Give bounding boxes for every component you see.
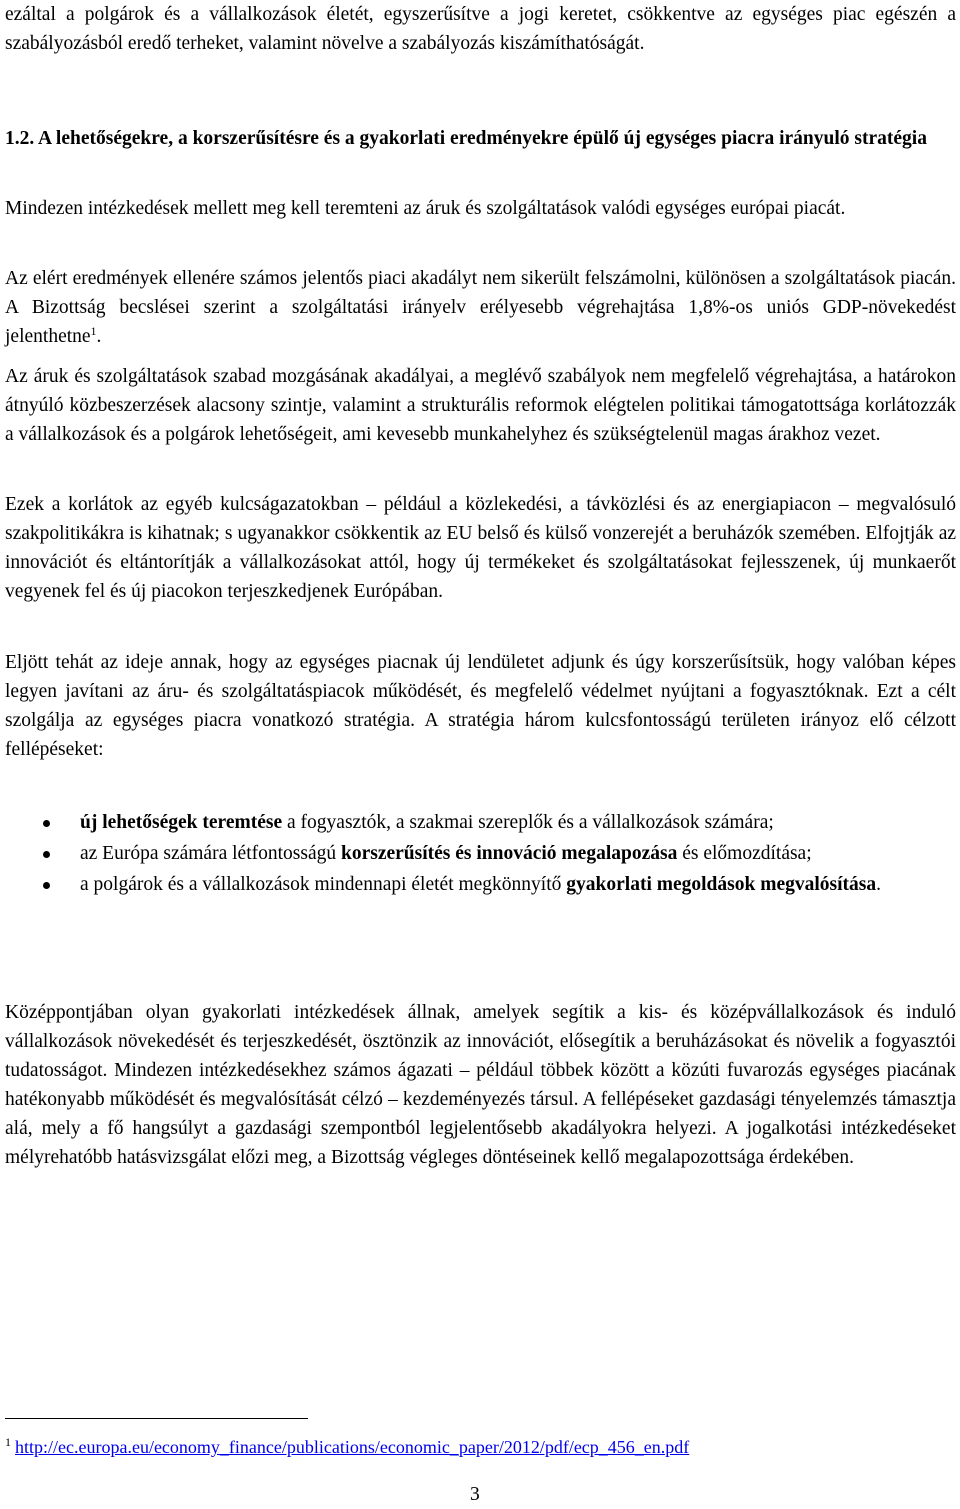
bullet-text: .	[876, 874, 881, 895]
paragraph-2	[5, 264, 956, 351]
bullet-icon	[43, 882, 50, 889]
footnote-link[interactable]: http://ec.europa.eu/economy_finance/publications/economic_paper/2012/pdf/ecp_456_en.pdf	[15, 1437, 690, 1457]
paragraph-2-text: Az elért eredmények ellenére számos jelentős piaci akadályt nem sikerült felszámolni, különösen a szolgáltatások piacán. A Bizottság becslései szerint a szolgáltatási irányelv erélyesebb végrehajtása 1,8%-os uniós GDP-növekedést jelenthetne	[5, 268, 956, 347]
bullet-bold: új lehetőségek teremtése	[80, 812, 283, 833]
page-number: 3	[470, 1484, 480, 1505]
bullet-text: a fogyasztók, a szakmai szereplők és a vállalkozások számára;	[282, 812, 774, 833]
bullet-bold: korszerűsítés és innováció megalapozása	[340, 843, 678, 864]
paragraph-6: Középpontjában olyan gyakorlati intézkedések állnak, amelyek segítik a kis- és középvállalkozások és induló vállalkozások növekedését és terjeszkedését, ösztönzik az innovációt, elősegítik a beruházásokat és növelik a fogyasztói tudatosságot. Mindezen intézkedésekhez számos ágazati – például többek között a közúti fuvarozás egységes piacának hatékonyabb működését és megvalósítását célzó – kezdeményezés társul. A fellépéseket gazdasági tényelemzés támasztja alá, mely a fő hangsúlyt a gazdasági szempontból legjelentősebb akadályokra helyezi. A jogalkotási intézkedéseket mélyrehatóbb hatásvizsgálat előzi meg, a Bizottság végleges döntéseinek kellő megalapozottsága érdekében.	[5, 1002, 956, 1168]
bullet-bold: gyakorlati megoldások megvalósítása	[566, 874, 877, 895]
bullet-pre: a polgárok és a vállalkozások mindennapi életét megkönnyítő	[80, 874, 567, 895]
paragraph-1: Mindezen intézkedések mellett meg kell teremteni az áruk és szolgáltatások valódi egységes európai piacát.	[5, 198, 846, 219]
paragraph-5: Eljött tehát az ideje annak, hogy az egységes piacnak új lendületet adjunk és úgy korszerűsítsük, hogy valóban képes legyen javítani az áru- és szolgáltatáspiacok működését, és megfelelő védelmet nyújtani a fogyasztóknak. Ezt a célt szolgálja az egységes piacra vonatkozó stratégia. A stratégia három kulcsfontosságú területen irányoz elő célzott fellépéseket:	[5, 652, 956, 760]
footnote	[5, 1429, 689, 1460]
footnote-reference[interactable]: 1	[90, 324, 97, 338]
bullet-list	[5, 808, 956, 899]
footnote-mark: 1	[5, 1435, 11, 1449]
list-item	[5, 808, 956, 837]
bullet-icon	[43, 851, 50, 858]
paragraph-3: Az áruk és szolgáltatások szabad mozgásának akadályai, a meglévő szabályok nem megfelelő végrehajtása, a határokon átnyúló közbeszerzések alacsony szintje, valamint a strukturális reformok elégtelen politikai támogatottsága korlátozzák a vállalkozások és a polgárok lehetőségeit, ami kevesebb munkahelyhez és szükségtelenül magas árakhoz vezet.	[5, 366, 956, 445]
bullet-text: és előmozdítása;	[677, 843, 812, 864]
bullet-pre: az Európa számára létfontosságú	[80, 843, 341, 864]
paragraph-4: Ezek a korlátok az egyéb kulcságazatokban – például a közlekedési, a távközlési és az energiapiacon – megvalósuló szakpolitikákra is kihatnak; s ugyanakkor csökkentik az EU belső és külső vonzerejét a beruházók szemében. Elfojtják az innovációt és eltántorítják a vállalkozásokat attól, hogy új termékeket és szolgáltatásokat fejlesszenek, új munkaerőt vegyenek fel és új piacokon terjeszkedjenek Európában.	[5, 494, 956, 602]
list-item	[5, 839, 956, 868]
section-heading: 1.2. A lehetőségekre, a korszerűsítésre és a gyakorlati eredményekre épülő új egységes piacra irányuló stratégia	[5, 128, 927, 149]
intro-paragraph: ezáltal a polgárok és a vállalkozások életét, egyszerűsítve a jogi keretet, csökkentve az egységes piac egészén a szabályozásból eredő terheket, valamint növelve a szabályozás kiszámíthatóságát.	[5, 4, 956, 54]
paragraph-2-end: .	[96, 326, 102, 347]
footnote-separator	[5, 1418, 308, 1419]
list-item	[5, 870, 956, 899]
bullet-icon	[43, 820, 50, 827]
